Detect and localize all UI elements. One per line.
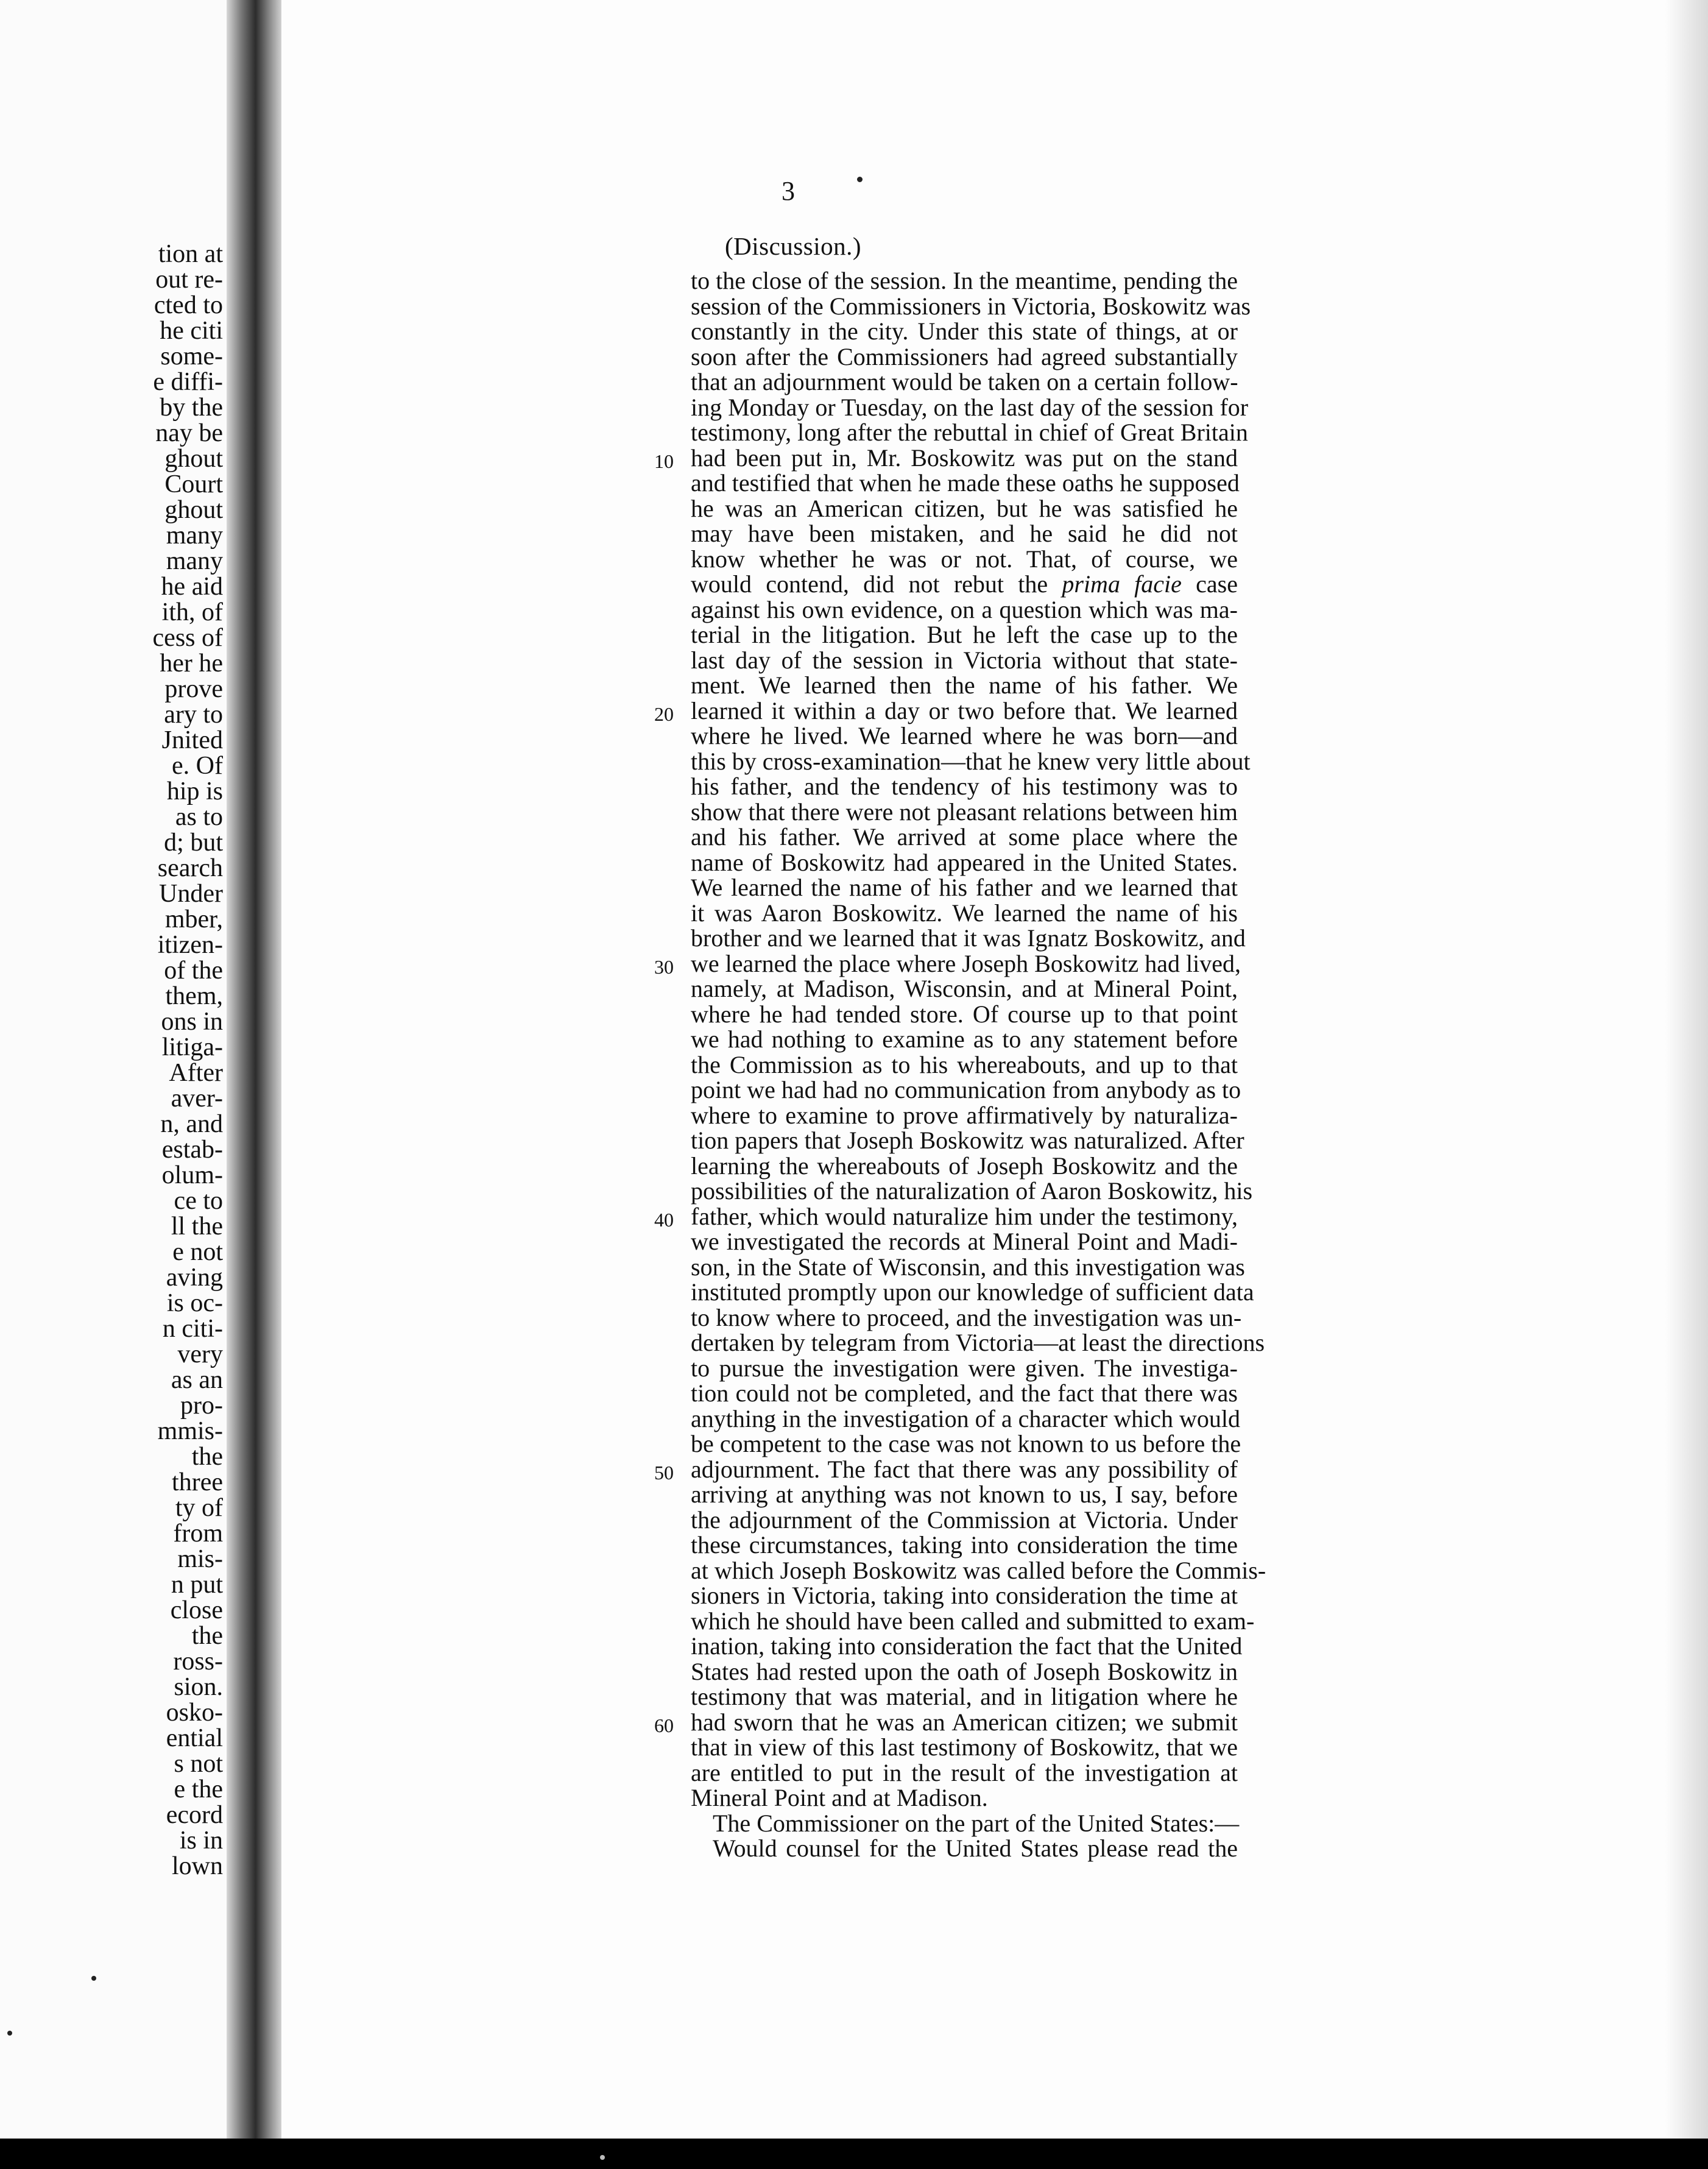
- scan-speck: [7, 2031, 12, 2036]
- left-page-fragment-line: of the: [164, 957, 223, 985]
- text-line-content: had been put in, Mr. Boskowitz was put on the stand: [691, 444, 1238, 472]
- left-page-fragment-line: cess of: [152, 624, 223, 652]
- text-line-content: learned it within a day or two before that. We learned: [691, 696, 1238, 724]
- left-page-text-fragments: [108, 241, 230, 1879]
- text-line-content: he was an American citizen, but he was satisfied he: [691, 494, 1238, 522]
- text-line-content: ment. We learned then the name of his father. We: [691, 671, 1238, 699]
- left-page-fragment-line: he citi: [160, 317, 223, 345]
- left-page-fragment-line: is in: [179, 1827, 223, 1855]
- left-page-fragment-line: nay be: [155, 419, 223, 447]
- text-line: [409, 597, 1238, 623]
- text-line: [409, 1710, 1238, 1735]
- text-line: [409, 547, 1238, 572]
- text-line-content: possibilities of the naturalization of Aaron Boskowitz, his: [691, 1177, 1253, 1205]
- text-line: [409, 1052, 1238, 1078]
- text-line-content: States had rested upon the oath of Joseph Boskowitz in: [691, 1657, 1238, 1685]
- right-page: [281, 0, 1708, 2139]
- text-line: [409, 268, 1238, 294]
- text-line: [409, 1229, 1238, 1254]
- text-line: [409, 1457, 1238, 1482]
- left-page-fragment-line: ghout: [164, 496, 223, 524]
- left-page-fragment-line: out re-: [155, 266, 223, 294]
- text-line: [409, 292, 1251, 320]
- left-page-fragment-line: her he: [160, 649, 223, 678]
- text-line: [409, 1632, 1243, 1660]
- left-page-fragment-line: as to: [175, 803, 223, 831]
- left-page-fragment-line: olum-: [161, 1161, 223, 1189]
- left-page-fragment-line: aver-: [171, 1084, 223, 1113]
- text-line: [409, 1556, 1266, 1584]
- text-line-content: testimony that was material, and in litigation where he: [691, 1683, 1238, 1710]
- text-line: [409, 571, 1238, 597]
- text-line: [409, 1532, 1238, 1558]
- text-line: [409, 445, 1238, 471]
- left-page-fragment-line: lown: [172, 1852, 223, 1880]
- text-line: [409, 824, 1238, 850]
- text-line-content: show that there were not pleasant relations between him: [691, 798, 1238, 826]
- left-page-fragment-line: e not: [172, 1238, 223, 1266]
- text-line-content: soon after the Commissioners had agreed substantially: [691, 342, 1238, 370]
- left-page-fragment-line: some-: [160, 342, 223, 370]
- left-page-fragment-line: cted to: [154, 291, 223, 319]
- text-line: [409, 1836, 1238, 1861]
- text-line-content: We learned the name of his father and we learned that: [691, 874, 1238, 901]
- left-page-fragment-line: mber,: [164, 905, 223, 933]
- text-line: [409, 673, 1238, 698]
- left-page-fragment-line: prove: [164, 675, 223, 703]
- text-line-content: had sworn that he was an American citizen; we submit: [691, 1708, 1238, 1736]
- text-line: [409, 774, 1238, 799]
- left-page-fragment-line: the: [191, 1622, 223, 1650]
- text-line-content: tion could not be completed, and the fact that there was: [691, 1379, 1238, 1407]
- text-line: [409, 1076, 1241, 1103]
- left-page-fragment-line: ce to: [174, 1187, 223, 1215]
- left-page-fragment-line: very: [177, 1340, 223, 1368]
- left-page-fragment-line: three: [172, 1468, 223, 1496]
- text-line-content: would contend, did not rebut the prima facie case: [691, 570, 1238, 598]
- text-line: [409, 1406, 1238, 1432]
- text-line-content: point we had had no communication from anybody as to: [691, 1076, 1241, 1103]
- left-page-fragment-line: osko-: [166, 1699, 223, 1727]
- text-line-content: these circumstances, taking into consideration the time: [691, 1531, 1238, 1559]
- text-line: [409, 393, 1249, 421]
- text-line-content: that in view of this last testimony of Boskowitz, that we: [691, 1733, 1238, 1761]
- text-line: [409, 1329, 1265, 1356]
- text-line: [409, 344, 1238, 370]
- text-line-content: father, which would naturalize him under the testimony,: [691, 1202, 1238, 1230]
- text-line: [409, 1482, 1238, 1507]
- text-line: [409, 470, 1238, 496]
- left-page-fragment-line: estab-: [161, 1136, 223, 1164]
- left-page-fragment-line: Under: [159, 880, 223, 908]
- text-line: [409, 875, 1238, 901]
- line-number: 50: [654, 1461, 674, 1484]
- scan-speck: [600, 2155, 605, 2160]
- text-line: [409, 850, 1238, 876]
- left-page-fragment-line: many: [166, 547, 223, 575]
- text-line: [409, 1278, 1254, 1306]
- left-page-fragment-line: e the: [174, 1775, 223, 1803]
- text-line-content: session of the Commissioners in Victoria, Boskowitz was: [691, 292, 1251, 320]
- text-line: [409, 1103, 1238, 1128]
- text-line: [409, 521, 1238, 547]
- scan-speck: [857, 177, 863, 182]
- section-heading: (Discussion.): [724, 232, 861, 260]
- left-page-fragment-line: ons in: [161, 1008, 223, 1036]
- text-line: [409, 1659, 1238, 1685]
- text-line-content: the Commission as to his whereabouts, and up to that: [691, 1050, 1238, 1078]
- left-page-fragment-line: tion at: [158, 240, 223, 268]
- text-line: [409, 799, 1238, 825]
- text-line-content: instituted promptly upon our knowledge of sufficient data: [691, 1278, 1254, 1306]
- text-line: [409, 1607, 1255, 1635]
- text-line-content: and testified that when he made these oaths he supposed: [691, 469, 1240, 497]
- text-line: [409, 1127, 1244, 1154]
- text-line-content: that an adjournment would be taken on a certain follow-: [691, 368, 1238, 395]
- left-page-fragment-line: mis-: [177, 1545, 223, 1573]
- text-line: [409, 976, 1238, 1002]
- left-page-fragment-line: n put: [171, 1571, 223, 1599]
- text-line-content: terial in the litigation. But he left the case up to the: [691, 621, 1238, 648]
- text-line: [409, 1002, 1238, 1027]
- line-number: 20: [654, 702, 674, 725]
- left-page-fragment-line: pro-: [180, 1392, 223, 1420]
- left-page-fragment-line: them,: [165, 982, 223, 1010]
- text-line: [409, 1177, 1253, 1205]
- text-line-content: are entitled to put in the result of the investigation at: [691, 1758, 1238, 1786]
- text-line-content: namely, at Madison, Wisconsin, and at Mineral Point,: [691, 975, 1238, 1002]
- text-line-content: where he had tended store. Of course up to that point: [691, 1000, 1238, 1028]
- text-line-content: where to examine to prove affirmatively by naturaliza-: [691, 1101, 1238, 1129]
- text-line: [409, 419, 1248, 446]
- text-line: [409, 924, 1246, 952]
- discussion-text-block: [409, 267, 1266, 1862]
- text-line-content: where he lived. We learned where he was born—and: [691, 722, 1238, 749]
- text-line: [409, 698, 1238, 724]
- left-page-fragment-line: he aid: [161, 573, 223, 601]
- left-page-fragment-line: Jnited: [161, 726, 223, 754]
- text-line: [409, 1027, 1238, 1052]
- left-page-fragment-line: ll the: [171, 1212, 223, 1240]
- left-page-fragment-line: e diffi-: [153, 368, 223, 396]
- left-page-fragment-line: ghout: [164, 445, 223, 473]
- text-line-content: Would counsel for the United States please read the: [713, 1835, 1238, 1862]
- text-line-content: ination, taking into consideration the fact that the United: [691, 1632, 1243, 1660]
- line-number: 40: [654, 1208, 674, 1231]
- left-page-fragment-line: d; but: [164, 829, 223, 857]
- text-line-content: anything in the investigation of a character which would: [691, 1404, 1240, 1432]
- left-page-fragment-line: n citi-: [162, 1315, 223, 1343]
- left-page-fragment: [0, 0, 230, 2139]
- text-line-content: the adjournment of the Commission at Victoria. Under: [691, 1506, 1238, 1534]
- left-page-fragment-line: hip is: [166, 777, 223, 805]
- text-line: [409, 1430, 1241, 1457]
- text-line: [409, 1356, 1238, 1381]
- text-line-content: it was Aaron Boskowitz. We learned the name of his: [691, 899, 1238, 927]
- left-page-fragment-line: mmis-: [157, 1417, 223, 1445]
- left-page-fragment-line: ecord: [166, 1801, 223, 1829]
- left-page-fragment-line: aving: [166, 1264, 223, 1292]
- left-page-fragment-line: Court: [164, 470, 223, 498]
- left-page-fragment-line: many: [166, 522, 223, 550]
- text-line-content: brother and we learned that it was Ignatz Boskowitz, and: [691, 924, 1246, 952]
- left-page-fragment-line: s not: [174, 1750, 223, 1778]
- text-line-content: learning the whereabouts of Joseph Boskowitz and the: [691, 1152, 1238, 1180]
- left-page-fragment-line: litiga-: [161, 1033, 223, 1061]
- left-page-fragment-line: ary to: [164, 701, 223, 729]
- left-page-fragment-line: the: [191, 1443, 223, 1471]
- text-line-content: may have been mistaken, and he said he did not: [691, 520, 1238, 547]
- left-page-fragment-line: from: [173, 1520, 223, 1548]
- left-page-fragment-line: n, and: [160, 1110, 223, 1138]
- left-page-fragment-line: ential: [166, 1724, 223, 1752]
- text-line-content: we investigated the records at Mineral Point and Madi-: [691, 1228, 1238, 1255]
- line-number: 30: [654, 955, 674, 978]
- text-line-content: The Commissioner on the part of the United States:—: [713, 1809, 1240, 1837]
- book-gutter-shadow: [227, 0, 284, 2139]
- text-line-content: which he should have been called and submitted to exam-: [691, 1607, 1255, 1635]
- text-line-content: sioners in Victoria, taking into consideration the time at: [691, 1582, 1238, 1609]
- text-line-content: we learned the place where Joseph Boskowitz had lived,: [691, 949, 1241, 977]
- left-page-fragment-line: After: [169, 1059, 223, 1087]
- line-number: 10: [654, 450, 674, 472]
- left-page-fragment-line: ith, of: [161, 598, 223, 626]
- text-line-content: arriving at anything was not known to us, I say, before: [691, 1481, 1238, 1508]
- text-line-content: testimony, long after the rebuttal in chief of Great Britain: [691, 419, 1248, 446]
- text-line: [409, 1507, 1238, 1533]
- text-line-content: to the close of the session. In the meantime, pending the: [691, 267, 1238, 294]
- text-line: [409, 901, 1238, 926]
- scan-speck: [91, 1976, 96, 1981]
- text-line-content: against his own evidence, on a question which was ma-: [691, 595, 1238, 623]
- text-line-content: to pursue the investigation were given. The investiga-: [691, 1354, 1238, 1382]
- text-line: [409, 1381, 1238, 1406]
- text-line: [409, 648, 1238, 673]
- text-line: [409, 1204, 1238, 1230]
- text-line-content: his father, and the tendency of his testimony was to: [691, 773, 1238, 800]
- left-page-fragment-line: ross-: [173, 1647, 223, 1675]
- text-line: [409, 1303, 1242, 1331]
- text-line: [409, 1583, 1238, 1608]
- left-page-fragment-line: is oc-: [166, 1289, 223, 1317]
- left-page-fragment-line: as an: [171, 1366, 223, 1394]
- text-line-content: name of Boskowitz had appeared in the United States.: [691, 848, 1238, 876]
- text-line-content: son, in the State of Wisconsin, and this investigation was: [691, 1253, 1245, 1281]
- text-line: [409, 1735, 1238, 1760]
- text-line-content: to know where to proceed, and the investigation was un-: [691, 1303, 1242, 1331]
- text-line-content: tion papers that Joseph Boskowitz was naturalized. After: [691, 1127, 1244, 1154]
- text-line: [409, 1684, 1238, 1710]
- text-line: [409, 496, 1238, 522]
- text-line-content: this by cross-examination—that he knew very little about: [691, 747, 1251, 775]
- page-number: 3: [782, 176, 795, 206]
- text-line-content: we had nothing to examine as to any statement before: [691, 1025, 1238, 1053]
- text-line: [409, 369, 1238, 395]
- text-line: [409, 747, 1251, 775]
- left-page-fragment-line: ty of: [175, 1494, 223, 1522]
- text-line: [409, 1760, 1238, 1786]
- text-line-content: last day of the session in Victoria without that state-: [691, 646, 1238, 674]
- text-line-content: adjournment. The fact that there was any possibility of: [691, 1455, 1238, 1483]
- text-line: [409, 1811, 1238, 1836]
- text-line-content: ing Monday or Tuesday, on the last day of the session for: [691, 393, 1249, 421]
- text-line: [409, 1253, 1245, 1281]
- left-page-fragment-line: close: [170, 1596, 223, 1624]
- line-number: 60: [654, 1714, 674, 1736]
- text-line: [409, 723, 1238, 749]
- left-page-fragment-line: e. Of: [172, 752, 223, 780]
- text-line: [409, 949, 1241, 978]
- text-line-content: be competent to the case was not known to us before the: [691, 1430, 1241, 1457]
- text-line: [409, 622, 1238, 648]
- text-line: [409, 319, 1238, 344]
- text-line-content: know whether he was or not. That, of course, we: [691, 545, 1238, 573]
- text-line-content: at which Joseph Boskowitz was called before the Commis-: [691, 1556, 1266, 1584]
- left-page-fragment-line: search: [157, 854, 223, 882]
- text-line-content: Mineral Point and at Madison.: [691, 1784, 988, 1811]
- text-line-content: constantly in the city. Under this state of things, at or: [691, 317, 1238, 345]
- left-page-fragment-line: sion.: [174, 1673, 223, 1701]
- text-line: [409, 1785, 1238, 1811]
- text-line-content: dertaken by telegram from Victoria—at least the directions: [691, 1329, 1265, 1356]
- text-line: [409, 1153, 1238, 1179]
- text-line-content: and his father. We arrived at some place where the: [691, 823, 1238, 851]
- left-page-fragment-line: itizen-: [157, 931, 223, 959]
- left-page-fragment-line: by the: [160, 394, 223, 422]
